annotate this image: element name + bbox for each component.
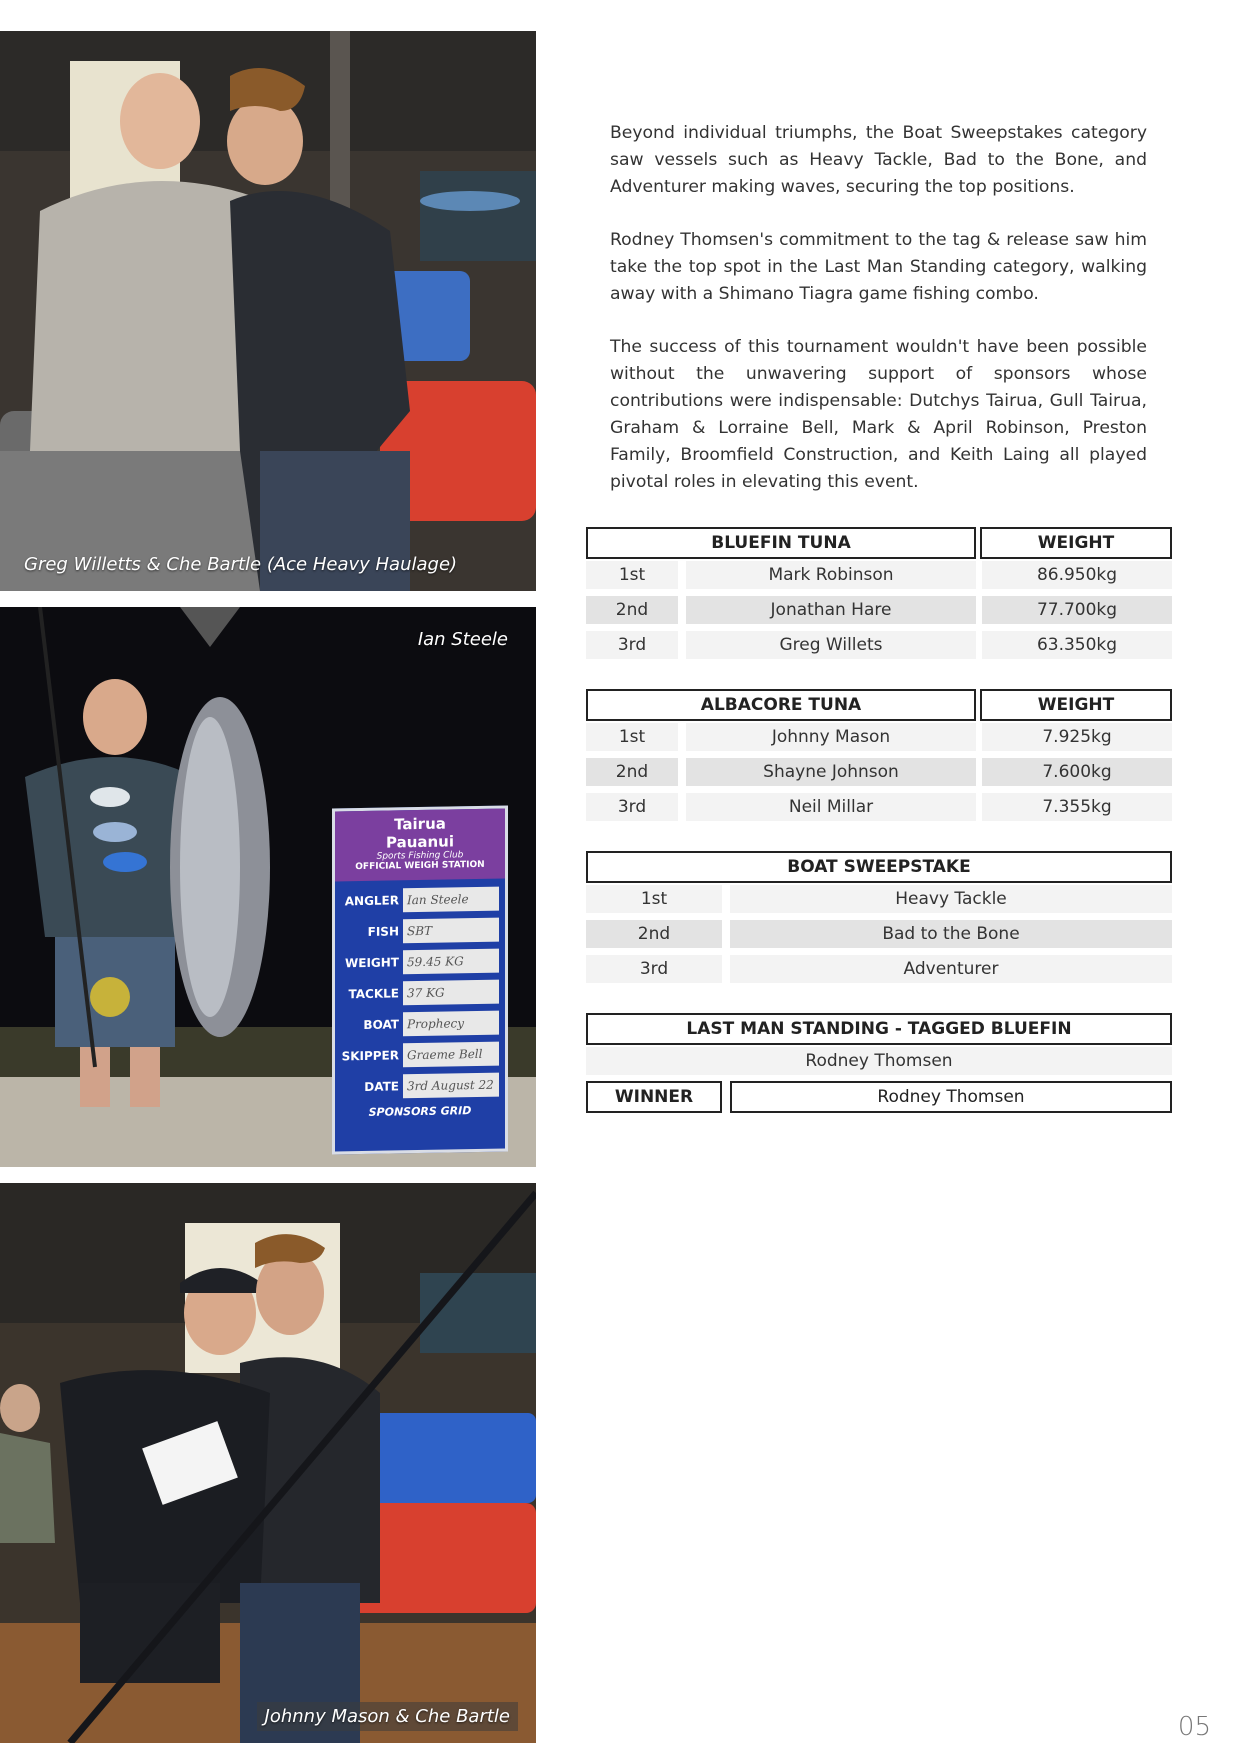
- board-row: [335, 883, 505, 917]
- table-row: [586, 557, 1172, 592]
- board-row-label: BOAT: [363, 1016, 399, 1032]
- board-title-1: Tairua: [394, 814, 446, 834]
- weight-cell: 7.925kg: [982, 723, 1172, 751]
- lms-name-cell: Rodney Thomsen: [586, 1047, 1172, 1075]
- table-row: [586, 916, 1172, 951]
- weight-cell: 86.950kg: [982, 561, 1172, 589]
- board-row-value: 59.45 KG: [403, 948, 499, 974]
- board-row-value: 3rd August 22: [403, 1072, 499, 1098]
- table-header: [586, 689, 1172, 719]
- paragraph-rodney-thomsen: Rodney Thomsen's commitment to the tag & release saw him take the top spot in the Last Man Standing category, walking away with a Shimano Tiagra game fishing combo.: [610, 230, 1147, 304]
- article-text: [610, 120, 1147, 522]
- place-cell: 3rd: [586, 793, 678, 821]
- lms-title: LAST MAN STANDING - TAGGED BLUEFIN: [586, 1013, 1172, 1045]
- name-cell: Adventurer: [730, 955, 1172, 983]
- board-station: OFFICIAL WEIGH STATION: [355, 859, 485, 873]
- photo-johnny-mason-che-bartle: [0, 1183, 536, 1743]
- bluefin-tuna-table: [586, 527, 1172, 662]
- board-row: [335, 1038, 505, 1072]
- name-cell: Mark Robinson: [686, 561, 976, 589]
- table-row: [586, 627, 1172, 662]
- board-row-value: Prophecy: [403, 1010, 499, 1036]
- table-header: [586, 851, 1172, 881]
- place-cell: 3rd: [586, 631, 678, 659]
- place-cell: 2nd: [586, 758, 678, 786]
- board-row-label: SKIPPER: [341, 1047, 399, 1063]
- table-row: [586, 951, 1172, 986]
- table-row: [586, 719, 1172, 754]
- board-row-label: FISH: [367, 923, 399, 939]
- boat-title: BOAT SWEEPSTAKE: [586, 851, 1172, 883]
- weight-cell: 7.600kg: [982, 758, 1172, 786]
- table-header: [586, 1013, 1172, 1043]
- winner-label: WINNER: [586, 1081, 722, 1113]
- board-row: [335, 1007, 505, 1041]
- bluefin-title: BLUEFIN TUNA: [586, 527, 976, 559]
- board-title-2: Pauanui: [385, 832, 454, 852]
- name-cell: Neil Millar: [686, 793, 976, 821]
- table-row: [586, 592, 1172, 627]
- board-row-value: Graeme Bell: [403, 1041, 499, 1067]
- board-row-label: TACKLE: [348, 985, 399, 1001]
- board-row: [335, 945, 505, 979]
- board-row-value: 37 KG: [403, 979, 499, 1005]
- photo-ian-steele: [0, 607, 536, 1167]
- weight-cell: 63.350kg: [982, 631, 1172, 659]
- weight-cell: 77.700kg: [982, 596, 1172, 624]
- paragraph-boat-sweepstakes: Beyond individual triumphs, the Boat Sweepstakes category saw vessels such as Heavy Tackle, Bad to the Bone, and Adventurer making waves, securing the top positions.: [610, 123, 1147, 197]
- albacore-title: ALBACORE TUNA: [586, 689, 976, 721]
- board-subtitle: Sports Fishing Club: [376, 850, 464, 862]
- photo-1-caption: Greg Willetts & Che Bartle (Ace Heavy Haulage): [24, 554, 458, 575]
- photo-3-image: [0, 1183, 536, 1743]
- table-header: [586, 527, 1172, 557]
- place-cell: 3rd: [586, 955, 722, 983]
- place-cell: 1st: [586, 561, 678, 589]
- name-cell: Shayne Johnson: [686, 758, 976, 786]
- name-cell: Jonathan Hare: [686, 596, 976, 624]
- last-man-standing-table: [586, 1013, 1172, 1113]
- winner-row: [586, 1078, 1172, 1113]
- place-cell: 2nd: [586, 596, 678, 624]
- board-row-value: SBT: [403, 917, 499, 943]
- table-row: [586, 754, 1172, 789]
- weight-cell: 7.355kg: [982, 793, 1172, 821]
- board-row: [335, 976, 505, 1010]
- table-row: [586, 1043, 1172, 1078]
- board-row-label: WEIGHT: [345, 954, 399, 970]
- board-row-label: ANGLER: [344, 892, 399, 908]
- page-number: 05: [1177, 1712, 1211, 1742]
- photo-3-caption: Johnny Mason & Che Bartle: [257, 1702, 518, 1731]
- place-cell: 2nd: [586, 920, 722, 948]
- board-row-label: DATE: [364, 1078, 399, 1094]
- photo-2-caption: Ian Steele: [417, 629, 508, 650]
- boat-sweepstake-table: [586, 851, 1172, 986]
- photo-1-image: [0, 31, 536, 591]
- board-row: [335, 1069, 505, 1103]
- place-cell: 1st: [586, 885, 722, 913]
- bluefin-weight-header: WEIGHT: [980, 527, 1172, 559]
- name-cell: Bad to the Bone: [730, 920, 1172, 948]
- place-cell: 1st: [586, 723, 678, 751]
- weigh-station-board: [332, 805, 508, 1154]
- albacore-tuna-table: [586, 689, 1172, 824]
- photo-greg-willetts-che-bartle: [0, 31, 536, 591]
- table-row: [586, 789, 1172, 824]
- board-rows: [335, 879, 505, 1103]
- paragraph-sponsors: The success of this tournament wouldn't have been possible without the unwavering support of sponsors whose contributions were indispensable: Dutchys Tairua, Gull Tairua, Graham & Lorraine Bell, Mark & April Robinson, Preston Family, Broomfield Construction, and Keith Laing all played pivotal roles in elevating this event.: [610, 337, 1147, 492]
- albacore-weight-header: WEIGHT: [980, 689, 1172, 721]
- table-row: [586, 881, 1172, 916]
- board-header: [335, 809, 505, 882]
- winner-name: Rodney Thomsen: [730, 1081, 1172, 1113]
- name-cell: Heavy Tackle: [730, 885, 1172, 913]
- name-cell: Greg Willets: [686, 631, 976, 659]
- board-row: [335, 914, 505, 948]
- board-row-value: Ian Steele: [403, 886, 499, 912]
- board-footer: SPONSORS GRID: [368, 1104, 472, 1119]
- name-cell: Johnny Mason: [686, 723, 976, 751]
